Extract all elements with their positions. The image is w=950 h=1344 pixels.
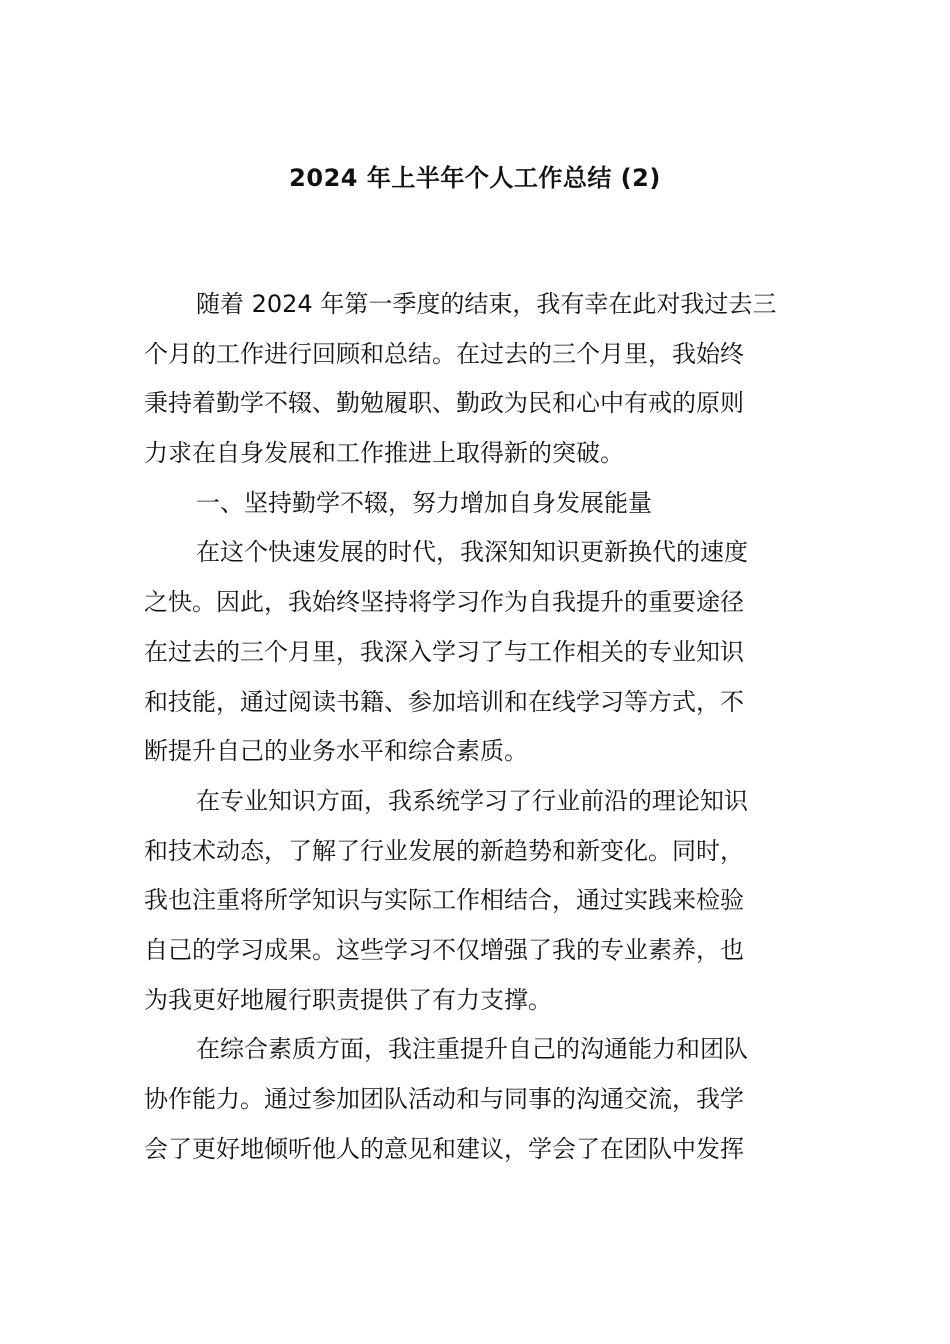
text-line: 秉持着勤学不辍、勤勉履职、勤政为民和心中有戒的原则 xyxy=(144,389,744,418)
text-line: 为我更好地履行职责提供了有力支撑。 xyxy=(144,985,552,1014)
text-line: 我也注重将所学知识与实际工作相结合，通过实践来检验 xyxy=(144,886,744,915)
text-line: 在过去的三个月里，我深入学习了与工作相关的专业知识 xyxy=(144,637,744,666)
text-line: 力求在自身发展和工作推进上取得新的突破。 xyxy=(144,439,624,468)
text-line: 在综合素质方面，我注重提升自己的沟通能力和团队 xyxy=(196,1035,748,1064)
text-line: 断提升自己的业务水平和综合素质。 xyxy=(144,737,528,766)
text-line: 和技术动态，了解了行业发展的新趋势和新变化。同时， xyxy=(144,836,744,865)
document-body xyxy=(144,280,808,1174)
text-line: 和技能，通过阅读书籍、参加培训和在线学习等方式，不 xyxy=(144,687,744,716)
text-line: 随着 2024 年第一季度的结束，我有幸在此对我过去三 xyxy=(196,290,777,318)
document-title: 2024 年上半年个人工作总结 (2) xyxy=(289,164,661,192)
text-line: 在专业知识方面，我系统学习了行业前沿的理论知识 xyxy=(196,786,748,815)
text-line: 自己的学习成果。这些学习不仅增强了我的专业素养，也 xyxy=(144,935,744,964)
text-line: 个月的工作进行回顾和总结。在过去的三个月里，我始终 xyxy=(144,339,744,368)
text-line: 会了更好地倾听他人的意见和建议，学会了在团队中发挥 xyxy=(144,1134,744,1163)
text-line: 在这个快速发展的时代，我深知知识更新换代的速度 xyxy=(196,538,748,567)
text-line: 之快。因此，我始终坚持将学习作为自我提升的重要途径 xyxy=(144,588,744,617)
section-heading: 一、坚持勤学不辍，努力增加自身发展能量 xyxy=(196,488,652,517)
text-line: 协作能力。通过参加团队活动和与同事的沟通交流，我学 xyxy=(144,1085,744,1113)
